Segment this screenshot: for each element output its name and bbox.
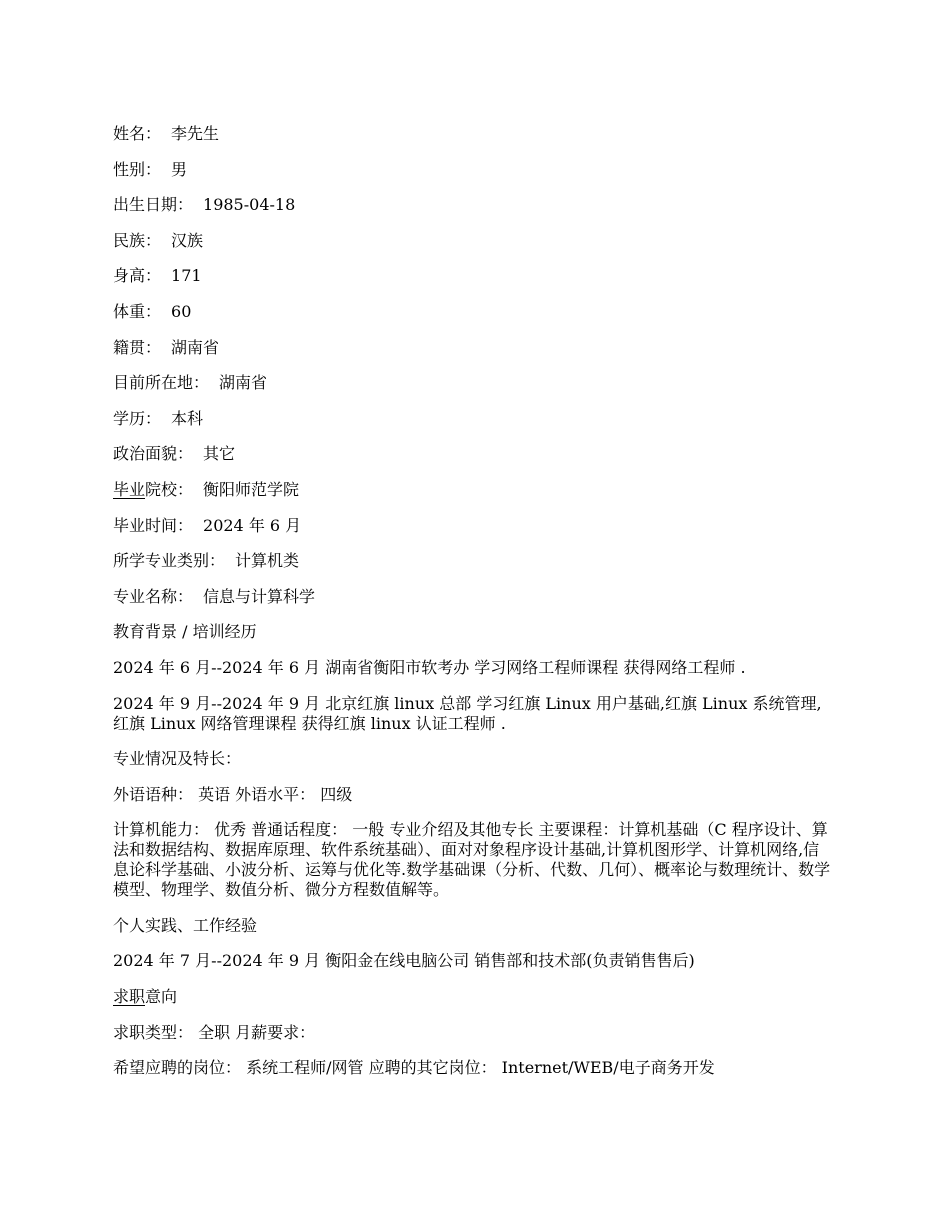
major-category-value: 计算机类 [235,551,300,571]
major-category-label: 所学专业类别： [113,551,226,571]
education-item: 2024 年 9 月--2024 年 9 月 北京红旗 linux 总部 学习红旗 Linux 用户基础,红旗 Linux 系统管理,红旗 Linux 网络管理课程 获得红旗 linux 认证工程师 . [113,693,822,733]
politics-line [113,444,833,464]
name-value: 李先生 [171,124,220,143]
height-value: 171 [171,266,202,286]
school-label: 院校： [145,479,194,499]
school-value: 衡阳师范学院 [203,479,300,499]
origin-label: 籍贯： [113,337,162,357]
job-type-line: 求职类型： 全职 月薪要求： [113,1022,316,1042]
ethnicity-value: 汉族 [171,230,204,250]
experience-heading: 个人实践、工作经验 [113,915,258,935]
school-line [113,480,833,500]
education-item: 2024 年 6 月--2024 年 6 月 湖南省衡阳市软考办 学习网络工程师课程 获得网络工程师 . [113,657,746,677]
intent-heading [113,987,833,1007]
gender-line [113,160,833,180]
politics-value: 其它 [203,444,236,464]
education-heading: 教育背景 / 培训经历 [113,622,257,642]
weight-line [113,302,833,322]
location-label: 目前所在地： [113,373,210,393]
language-line: 外语语种： 英语 外语水平： 四级 [113,784,353,804]
name-label: 姓名： [113,124,162,143]
intent-heading-rest: 意向 [145,987,178,1007]
weight-value: 60 [171,301,192,321]
degree-line [113,409,833,429]
name-line [113,124,833,144]
origin-line [113,338,833,358]
grad-time-line [113,516,833,536]
computer-skills-paragraph: 计算机能力： 优秀 普通话程度： 一般 专业介绍及其他专长 主要课程：计算机基础（C 程序设计、算法和数据结构、数据库原理、软件系统基础）、面对对象程序设计基础,计算机图形学、计算机网络,信息论科学基础、小波分析、运筹与优化等.数学基础课（分析、代数、几何）、概率论与数理统计、数学模型、物理学、数值分析、微分方程数值解等。 [113,820,831,900]
experience-item: 2024 年 7 月--2024 年 9 月 衡阳金在线电脑公司 销售部和技术部(负责销售售后) [113,951,695,971]
resume-document [113,124,833,1094]
birth-line [113,195,833,215]
ethnicity-label: 民族： [113,230,162,250]
origin-value: 湖南省 [171,337,220,357]
degree-label: 学历： [113,408,162,428]
birth-value: 1985-04-18 [203,195,296,215]
politics-label: 政治面貌： [113,444,194,464]
skills-heading: 专业情况及特长： [113,749,242,769]
gender-label: 性别： [113,159,162,179]
weight-label: 体重： [113,301,162,321]
ethnicity-line [113,231,833,251]
major-category-line [113,551,833,571]
positions-line: 希望应聘的岗位： 系统工程师/网管 应聘的其它岗位： Internet/WEB/电子商务开发 [113,1058,715,1078]
intent-heading-underlined: 求职 [113,987,146,1007]
location-value: 湖南省 [219,373,268,393]
height-label: 身高： [113,266,162,286]
major-name-value: 信息与计算科学 [203,586,316,606]
birth-label: 出生日期： [113,195,194,215]
grad-time-label: 毕业时间： [113,515,194,535]
school-label-underlined: 毕业 [113,479,146,499]
gender-value: 男 [171,159,188,179]
major-name-label: 专业名称： [113,586,194,606]
height-line [113,266,833,286]
major-name-line [113,587,833,607]
location-line [113,373,833,393]
degree-value: 本科 [171,408,204,428]
grad-time-value: 2024 年 6 月 [203,515,302,535]
